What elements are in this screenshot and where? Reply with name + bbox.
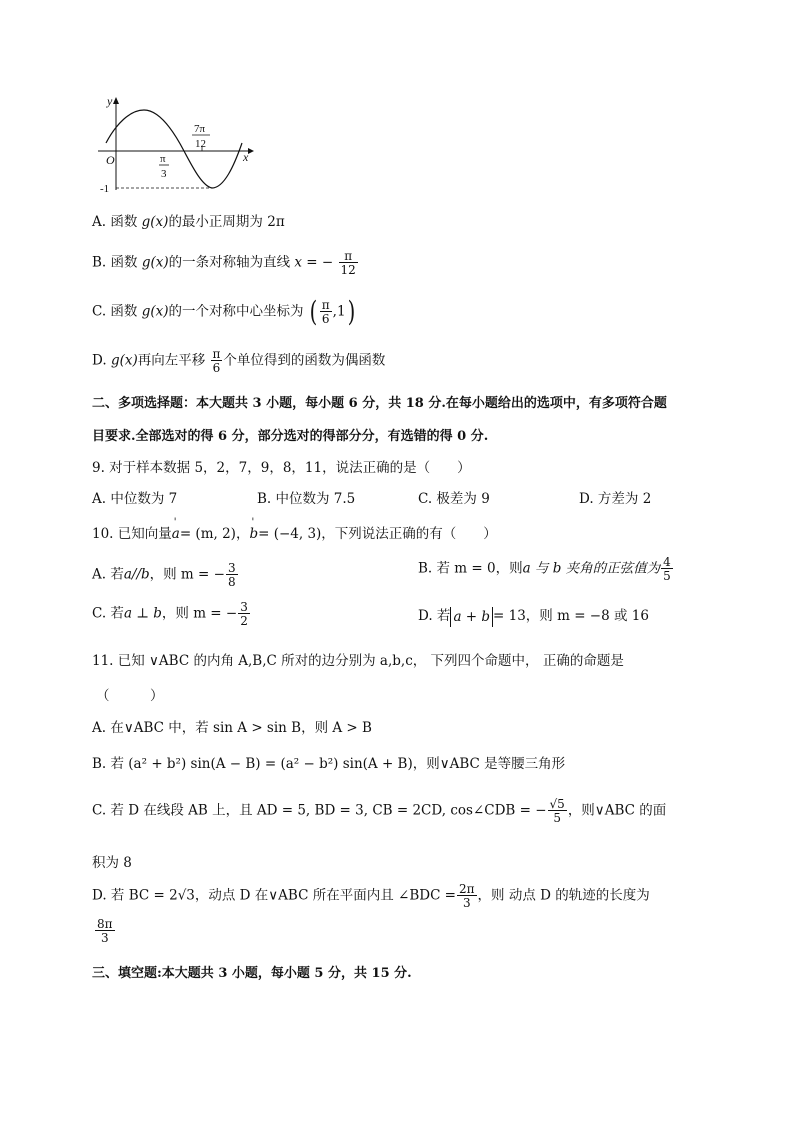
q11-option-c-line2: 积为 8	[92, 855, 132, 871]
q11-option-c	[92, 798, 666, 824]
q8-b-eq: x = −	[294, 254, 334, 271]
sine-curve	[106, 110, 242, 188]
q10-stem	[92, 522, 497, 542]
q11-option-b: B. 若 (a² + b²) sin(A − B) = (a² − b²) sin(A + B)，则∨ABC 是等腰三角形	[92, 756, 566, 772]
q11-d-post: ，则 动点 D 的轨迹的长度为	[477, 887, 650, 904]
q8-b-prefix: B. 函数	[92, 254, 138, 271]
sine-graph-figure	[92, 88, 262, 198]
section2-line2: 目要求.全部选对的得 6 分，部分选对的得部分分，有选错的得 0 分.	[92, 429, 489, 444]
q11-d-ans-num: 8π	[97, 917, 113, 931]
q10-a-fraction	[226, 562, 238, 588]
q8-c-prefix: C. 函数	[92, 303, 138, 320]
q8-c-num: π	[321, 298, 330, 312]
q10-d-post: = 13，则 m = −8 或 16	[493, 608, 649, 624]
q8-b-func: g(x)	[141, 254, 169, 271]
q8-b-fraction	[339, 250, 358, 276]
q8-d-num: π	[212, 347, 221, 361]
x-axis-arrow	[248, 148, 254, 154]
q10-c-fraction	[238, 601, 250, 627]
q11-d-den: 3	[457, 895, 477, 909]
q11-option-d	[92, 883, 650, 909]
q8-b-num: π	[344, 249, 353, 263]
q8-d-den: 6	[211, 360, 223, 374]
q8-b-text: 的一条对称轴为直线	[168, 254, 291, 271]
q11-stem: 11. 已知 ∨ABC 的内角 A,B,C 所对的边分别为 a,b,c， 下列四个命题中， 正确的命题是	[92, 653, 624, 669]
q10-option-d	[418, 604, 649, 627]
q10-a-pre: A. 若	[92, 566, 124, 583]
q10-b-den: 5	[663, 569, 671, 583]
tick-pi3-num: π	[160, 153, 166, 165]
q8-c-den: 6	[320, 311, 332, 325]
q10-a-post: ，则 m = −	[149, 566, 225, 583]
q10-option-a	[92, 562, 239, 588]
q8-option-d	[92, 348, 385, 374]
q9-option-d: D. 方差为 2	[579, 491, 652, 507]
q11-paren: （ ）	[96, 688, 164, 704]
q11-d-fraction	[457, 883, 477, 909]
q10-b-mid: a 与 b 夹角的正弦值为	[522, 560, 661, 577]
tick-pi3-den: 3	[161, 168, 167, 180]
q8-option-c	[92, 295, 356, 328]
section3-line1: 三、填空题:本大题共 3 小题，每小题 5 分，共 15 分.	[92, 966, 412, 981]
q11-option-a: A. 在∨ABC 中，若 sin A > sin B，则 A > B	[92, 720, 372, 736]
x-axis-label: x	[243, 150, 249, 164]
q11-c-fraction	[548, 798, 567, 824]
q9-stem: 9. 对于样本数据 5，2，7，9，8，11，说法正确的是（ ）	[92, 460, 471, 476]
q11-c-post: ，则∨ABC 的面	[567, 802, 667, 819]
q8-c-lparen: (	[309, 295, 318, 328]
q10-a-mid: a//b	[123, 566, 150, 583]
q8-a-prefix: A. 函数	[92, 214, 138, 230]
q10-b-pre: B. 若 m = 0，则	[418, 560, 523, 577]
q10-d-pre: D. 若	[418, 608, 451, 624]
q8-d-prefix: D.	[92, 352, 107, 369]
q10-a-def: = (m, 2)，	[179, 526, 250, 542]
q10-a-num: 3	[227, 561, 236, 575]
q8-b-den: 12	[340, 263, 356, 277]
q10-option-c	[92, 601, 251, 627]
q8-c-func: g(x)	[141, 303, 169, 320]
q10-vec-b: ' b	[249, 526, 258, 542]
q9-option-a: A. 中位数为 7	[92, 491, 178, 507]
q11-d-pre: D. 若 BC = 2√3，动点 D 在∨ABC 所在平面内且 ∠BDC =	[92, 887, 456, 904]
q11-d-num: 2π	[459, 882, 475, 896]
y-axis-label: y	[107, 94, 113, 108]
q10-c-mid: a ⊥ b	[123, 605, 162, 622]
q8-c-tail: ,1	[332, 303, 346, 320]
q8-option-a	[92, 210, 285, 230]
q8-a-func: g(x)	[141, 214, 169, 230]
q10-vec-a: ' a	[172, 526, 180, 542]
q8-c-rparen: )	[347, 295, 355, 328]
q11-c-num: √5	[549, 797, 565, 811]
q8-a-text: 的最小正周期为 2π	[168, 214, 285, 230]
origin-label: O	[106, 153, 115, 167]
q9-option-c: C. 极差为 9	[418, 491, 490, 507]
q11-d-ans-den: 3	[95, 930, 115, 944]
q10-b-def: = (−4, 3)，下列说法正确的有（ ）	[258, 526, 497, 542]
q8-c-text: 的一个对称中心坐标为	[168, 303, 304, 320]
q8-d-fraction	[211, 348, 223, 374]
q10-c-den: 2	[240, 614, 248, 628]
q8-c-fraction	[320, 299, 332, 325]
q10-option-b	[418, 556, 674, 582]
q8-d-text2: 个单位得到的函数为偶函数	[223, 352, 386, 369]
q10-c-post: ，则 m = −	[161, 605, 238, 622]
q11-d-answer-fraction	[95, 918, 115, 944]
q10-stem-pre: 10. 已知向量	[92, 526, 172, 542]
q10-c-num: 3	[240, 600, 248, 614]
q10-c-pre: C. 若	[92, 605, 124, 622]
q10-d-abs: a + b	[450, 607, 493, 627]
q8-option-b	[92, 250, 359, 276]
q8-d-func: g(x)	[110, 352, 138, 369]
q10-a-den: 8	[227, 575, 236, 589]
q11-c-den: 5	[548, 810, 567, 824]
tick-7pi12-num: 7π	[194, 123, 206, 135]
tick-7pi12-den: 12	[195, 138, 206, 150]
q8-d-text1: 再向左平移	[137, 352, 206, 369]
ymin-label: -1	[100, 183, 110, 195]
section2-line1: 二、多项选择题：本大题共 3 小题，每小题 6 分，共 18 分.在每小题给出的选项中，有多项符合题	[92, 396, 667, 411]
q11-d-answer	[94, 918, 116, 944]
q10-b-num: 4	[663, 555, 671, 569]
q10-b-fraction	[661, 556, 673, 582]
q11-c-pre: C. 若 D 在线段 AB 上，且 AD = 5, BD = 3, CB = 2CD, cos∠CDB = −	[92, 802, 547, 819]
y-axis-arrow	[113, 97, 119, 104]
q9-option-b: B. 中位数为 7.5	[257, 491, 356, 507]
